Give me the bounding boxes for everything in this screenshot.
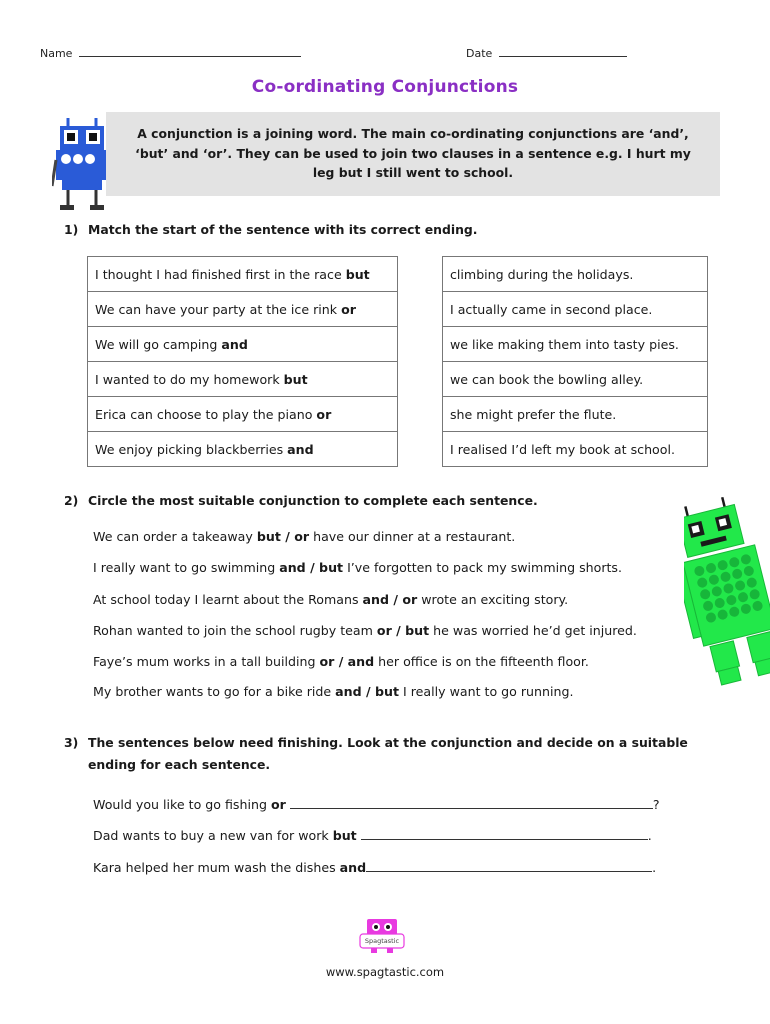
sentence-start[interactable]: We can have your party at the ice rink or — [88, 292, 398, 327]
circle-sentence: Rohan wanted to join the school rugby team or / but he was worried he’d get injured. — [93, 623, 637, 638]
sentence-ending[interactable]: I actually came in second place. — [443, 292, 708, 327]
answer-line[interactable] — [366, 860, 652, 872]
sentence-start[interactable]: We will go camping and — [88, 327, 398, 362]
question-3-line-1: The sentences below need finishing. Look at the conjunction and decide on a suitable — [88, 735, 688, 750]
sentence-ending[interactable]: she might prefer the flute. — [443, 397, 708, 432]
question-1-number: 1) — [64, 222, 79, 237]
sentence-start[interactable]: We enjoy picking blackberries and — [88, 432, 398, 467]
conjunction-choice[interactable]: but / or — [256, 529, 310, 544]
circle-sentence: At school today I learnt about the Romans and / or wrote an exciting story. — [93, 592, 569, 607]
conjunction-choice[interactable]: or / but — [376, 623, 430, 638]
intro-box — [106, 112, 720, 196]
footer-url[interactable]: www.spagtastic.com — [325, 965, 445, 979]
question-3-number: 3) — [64, 735, 79, 750]
conjunction-choice[interactable]: and / or — [362, 592, 418, 607]
date-line[interactable] — [499, 45, 627, 57]
page-title: Co-ordinating Conjunctions — [251, 77, 519, 97]
sentence-start[interactable]: I thought I had finished first in the race but — [88, 257, 398, 292]
logo-text: Spagtastic — [364, 937, 400, 945]
sentence-ending[interactable]: climbing during the holidays. — [443, 257, 708, 292]
question-2-text: Circle the most suitable conjunction to complete each sentence. — [88, 493, 538, 508]
sentence-ending[interactable]: we like making them into tasty pies. — [443, 327, 708, 362]
sentence-ending[interactable]: I realised I’d left my book at school. — [443, 432, 708, 467]
conjunction-choice[interactable]: and / but — [335, 684, 400, 699]
conjunction-choice[interactable]: and / but — [279, 560, 344, 575]
sentence-starts-table — [87, 256, 398, 467]
name-line[interactable] — [79, 45, 301, 57]
answer-line[interactable] — [361, 828, 648, 840]
finish-sentence: Dad wants to buy a new van for work but . — [93, 828, 652, 843]
name-label: Name — [40, 47, 73, 60]
question-2 — [64, 493, 538, 508]
finish-sentence: Would you like to go fishing or ? — [93, 797, 660, 812]
pink-robot-icon — [357, 917, 407, 955]
question-1 — [64, 222, 477, 237]
conjunction-choice[interactable]: or / and — [319, 654, 375, 669]
sentence-start[interactable]: Erica can choose to play the piano or — [88, 397, 398, 432]
question-1-text: Match the start of the sentence with its correct ending. — [88, 222, 478, 237]
sentence-start[interactable]: I wanted to do my homework but — [88, 362, 398, 397]
question-3-line-2: ending for each sentence. — [88, 757, 271, 772]
intro-line-3: leg but I still went to school. — [312, 165, 514, 180]
circle-sentence: I really want to go swimming and / but I’ve forgotten to pack my swimming shorts. — [93, 560, 622, 575]
circle-sentence: My brother wants to go for a bike ride and / but I really want to go running. — [93, 684, 574, 699]
green-robot-icon — [684, 495, 770, 710]
circle-sentence: Faye’s mum works in a tall building or / and her office is on the fifteenth floor. — [93, 654, 589, 669]
date-label: Date — [466, 47, 493, 60]
name-field — [40, 45, 301, 60]
question-2-number: 2) — [64, 493, 79, 508]
spagtastic-logo — [357, 917, 407, 955]
answer-line[interactable] — [290, 797, 653, 809]
finish-sentence: Kara helped her mum wash the dishes and . — [93, 860, 657, 875]
question-3 — [64, 735, 688, 750]
date-field — [466, 45, 627, 60]
sentence-endings-table — [442, 256, 708, 467]
sentence-ending[interactable]: we can book the bowling alley. — [443, 362, 708, 397]
circle-sentence: We can order a takeaway but / or have our dinner at a restaurant. — [93, 529, 516, 544]
intro-line-2: ‘but’ and ‘or’. They can be used to join two clauses in a sentence e.g. I hurt my — [135, 145, 691, 161]
intro-line-1: A conjunction is a joining word. The main co-ordinating conjunctions are ‘and’, — [137, 126, 689, 141]
